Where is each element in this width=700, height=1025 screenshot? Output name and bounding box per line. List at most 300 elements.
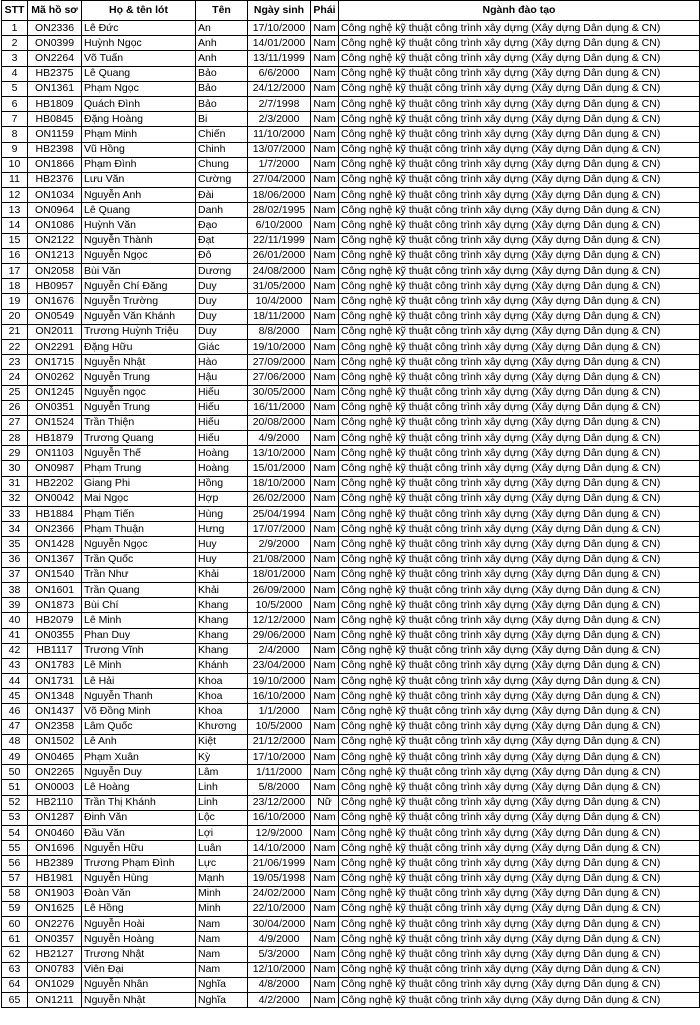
cell-ngay-sinh: 20/08/2000 [248,415,311,430]
cell-ten: Hoàng [196,461,248,476]
table-row [2,385,700,400]
cell-nganh-dao-tao: Công nghệ kỹ thuật công trình xây dựng (Xây dựng Dân dụng & CN) [339,658,700,673]
cell-ngay-sinh: 17/07/2000 [248,522,311,537]
cell-phai: Nam [311,400,339,415]
cell-stt: 23 [2,355,28,370]
cell-ho-ten-lot: Võ Đồng Minh [82,704,196,719]
cell-nganh-dao-tao: Công nghệ kỹ thuật công trình xây dựng (Xây dựng Dân dụng & CN) [339,279,700,294]
cell-nganh-dao-tao: Công nghệ kỹ thuật công trình xây dựng (Xây dựng Dân dụng & CN) [339,81,700,96]
cell-ho-ten-lot: Đinh Văn [82,810,196,825]
cell-nganh-dao-tao: Công nghệ kỹ thuật công trình xây dựng (Xây dựng Dân dụng & CN) [339,218,700,233]
cell-phai: Nam [311,977,339,992]
cell-stt: 58 [2,886,28,901]
cell-ngay-sinh: 4/8/2000 [248,977,311,992]
header-ngay-sinh: Ngày sinh [248,1,311,21]
cell-ma-ho-so: ON0465 [28,750,82,765]
table-row [2,704,700,719]
cell-phai: Nam [311,947,339,962]
table-row [2,324,700,339]
table-row [2,279,700,294]
cell-ma-ho-so: ON1866 [28,157,82,172]
cell-ma-ho-so: ON2366 [28,522,82,537]
cell-ten: Huy [196,537,248,552]
cell-stt: 64 [2,977,28,992]
table-row [2,491,700,506]
cell-stt: 20 [2,309,28,324]
table-row [2,172,700,187]
cell-stt: 24 [2,370,28,385]
cell-ho-ten-lot: Lâm Quốc [82,719,196,734]
table-row [2,294,700,309]
cell-ngay-sinh: 24/12/2000 [248,81,311,96]
cell-nganh-dao-tao: Công nghệ kỹ thuật công trình xây dựng (Xây dựng Dân dụng & CN) [339,674,700,689]
cell-stt: 29 [2,446,28,461]
cell-stt: 4 [2,66,28,81]
cell-nganh-dao-tao: Công nghệ kỹ thuật công trình xây dựng (Xây dựng Dân dụng & CN) [339,962,700,977]
cell-ho-ten-lot: Phạm Minh [82,127,196,142]
cell-phai: Nam [311,233,339,248]
table-row [2,188,700,203]
cell-ma-ho-so: ON0003 [28,780,82,795]
cell-nganh-dao-tao: Công nghệ kỹ thuật công trình xây dựng (Xây dựng Dân dụng & CN) [339,339,700,354]
cell-ten: Khánh [196,658,248,673]
cell-ho-ten-lot: Võ Tuấn [82,51,196,66]
cell-ngay-sinh: 23/12/2000 [248,795,311,810]
cell-ngay-sinh: 19/05/1998 [248,871,311,886]
cell-ma-ho-so: ON1676 [28,294,82,309]
cell-nganh-dao-tao: Công nghệ kỹ thuật công trình xây dựng (Xây dựng Dân dụng & CN) [339,886,700,901]
cell-phai: Nam [311,537,339,552]
cell-ten: Hiếu [196,385,248,400]
cell-phai: Nam [311,415,339,430]
cell-ngay-sinh: 18/10/2000 [248,476,311,491]
cell-ma-ho-so: ON0964 [28,203,82,218]
cell-ho-ten-lot: Nguyễn Văn Khánh [82,309,196,324]
cell-phai: Nam [311,339,339,354]
cell-nganh-dao-tao: Công nghệ kỹ thuật công trình xây dựng (Xây dựng Dân dụng & CN) [339,309,700,324]
cell-ho-ten-lot: Phạm Đình [82,157,196,172]
cell-ngay-sinh: 26/09/2000 [248,582,311,597]
cell-ten: Linh [196,795,248,810]
cell-ten: Đài [196,188,248,203]
cell-stt: 47 [2,719,28,734]
cell-nganh-dao-tao: Công nghệ kỹ thuật công trình xây dựng (Xây dựng Dân dụng & CN) [339,112,700,127]
cell-ho-ten-lot: Lê Hải [82,674,196,689]
cell-ngay-sinh: 27/04/2000 [248,172,311,187]
table-row [2,582,700,597]
table-row [2,96,700,111]
header-stt: STT [2,1,28,21]
cell-ngay-sinh: 18/06/2000 [248,188,311,203]
cell-stt: 52 [2,795,28,810]
cell-ten: Khương [196,719,248,734]
cell-nganh-dao-tao: Công nghệ kỹ thuật công trình xây dựng (Xây dựng Dân dụng & CN) [339,719,700,734]
table-row [2,567,700,582]
cell-nganh-dao-tao: Công nghệ kỹ thuật công trình xây dựng (Xây dựng Dân dụng & CN) [339,507,700,522]
cell-ho-ten-lot: Trần Quốc [82,552,196,567]
table-row [2,719,700,734]
cell-ten: An [196,21,248,36]
cell-stt: 5 [2,81,28,96]
table-row [2,355,700,370]
cell-ten: Lực [196,856,248,871]
cell-ten: Hùng [196,507,248,522]
cell-stt: 13 [2,203,28,218]
cell-nganh-dao-tao: Công nghệ kỹ thuật công trình xây dựng (Xây dựng Dân dụng & CN) [339,917,700,932]
cell-ma-ho-so: ON0357 [28,932,82,947]
cell-ngay-sinh: 1/11/2000 [248,765,311,780]
cell-ten: Khang [196,643,248,658]
cell-ho-ten-lot: Lê Quang [82,203,196,218]
cell-ma-ho-so: HB1884 [28,507,82,522]
cell-nganh-dao-tao: Công nghệ kỹ thuật công trình xây dựng (Xây dựng Dân dụng & CN) [339,993,700,1008]
cell-nganh-dao-tao: Công nghệ kỹ thuật công trình xây dựng (Xây dựng Dân dụng & CN) [339,203,700,218]
cell-ten: Khải [196,582,248,597]
cell-ten: Lộc [196,810,248,825]
cell-ten: Luân [196,841,248,856]
cell-ten: Giác [196,339,248,354]
cell-ho-ten-lot: Nguyễn Nhân [82,977,196,992]
cell-ho-ten-lot: Phan Duy [82,628,196,643]
cell-phai: Nam [311,157,339,172]
cell-nganh-dao-tao: Công nghệ kỹ thuật công trình xây dựng (Xây dựng Dân dụng & CN) [339,537,700,552]
cell-phai: Nam [311,248,339,263]
cell-ten: Chinh [196,142,248,157]
cell-stt: 15 [2,233,28,248]
cell-stt: 61 [2,932,28,947]
cell-nganh-dao-tao: Công nghệ kỹ thuật công trình xây dựng (Xây dựng Dân dụng & CN) [339,613,700,628]
cell-phai: Nam [311,188,339,203]
cell-phai: Nam [311,112,339,127]
cell-ma-ho-so: ON1361 [28,81,82,96]
cell-ngay-sinh: 31/05/2000 [248,279,311,294]
table-row [2,446,700,461]
cell-phai: Nam [311,643,339,658]
table-row [2,734,700,749]
cell-ngay-sinh: 6/10/2000 [248,218,311,233]
cell-ngay-sinh: 18/11/2000 [248,309,311,324]
cell-nganh-dao-tao: Công nghệ kỹ thuật công trình xây dựng (Xây dựng Dân dụng & CN) [339,264,700,279]
cell-stt: 7 [2,112,28,127]
cell-ma-ho-so: ON1783 [28,658,82,673]
cell-ngay-sinh: 29/06/2000 [248,628,311,643]
cell-ten: Lâm [196,765,248,780]
table-row [2,233,700,248]
cell-stt: 39 [2,598,28,613]
cell-nganh-dao-tao: Công nghệ kỹ thuật công trình xây dựng (Xây dựng Dân dụng & CN) [339,400,700,415]
cell-ngay-sinh: 14/10/2000 [248,841,311,856]
cell-ho-ten-lot: Trương Quang [82,431,196,446]
cell-nganh-dao-tao: Công nghệ kỹ thuật công trình xây dựng (Xây dựng Dân dụng & CN) [339,385,700,400]
cell-ngay-sinh: 16/10/2000 [248,689,311,704]
cell-phai: Nam [311,841,339,856]
cell-stt: 55 [2,841,28,856]
cell-ngay-sinh: 6/6/2000 [248,66,311,81]
cell-ten: Hiếu [196,431,248,446]
cell-ten: Khang [196,628,248,643]
cell-stt: 16 [2,248,28,263]
cell-phai: Nam [311,127,339,142]
cell-ngay-sinh: 19/10/2000 [248,339,311,354]
cell-nganh-dao-tao: Công nghệ kỹ thuật công trình xây dựng (Xây dựng Dân dụng & CN) [339,491,700,506]
cell-ten: Khải [196,567,248,582]
cell-nganh-dao-tao: Công nghệ kỹ thuật công trình xây dựng (Xây dựng Dân dụng & CN) [339,461,700,476]
cell-ma-ho-so: ON2276 [28,917,82,932]
cell-stt: 48 [2,734,28,749]
cell-ngay-sinh: 17/10/2000 [248,21,311,36]
cell-ma-ho-so: ON2264 [28,51,82,66]
cell-nganh-dao-tao: Công nghệ kỹ thuật công trình xây dựng (Xây dựng Dân dụng & CN) [339,431,700,446]
cell-ma-ho-so: ON1034 [28,188,82,203]
cell-phai: Nam [311,901,339,916]
cell-ten: Duy [196,279,248,294]
table-row [2,431,700,446]
cell-ngay-sinh: 12/9/2000 [248,825,311,840]
cell-stt: 26 [2,400,28,415]
cell-ho-ten-lot: Viên Đại [82,962,196,977]
table-row [2,507,700,522]
table-row [2,932,700,947]
table-row [2,780,700,795]
cell-stt: 59 [2,901,28,916]
table-row [2,689,700,704]
cell-ho-ten-lot: Mai Ngọc [82,491,196,506]
table-row [2,248,700,263]
cell-nganh-dao-tao: Công nghệ kỹ thuật công trình xây dựng (Xây dựng Dân dụng & CN) [339,188,700,203]
cell-ten: Nam [196,932,248,947]
cell-ho-ten-lot: Quách Đình [82,96,196,111]
cell-ten: Chiến [196,127,248,142]
cell-ho-ten-lot: Nguyễn Nhật [82,993,196,1008]
cell-ma-ho-so: ON1029 [28,977,82,992]
cell-stt: 44 [2,674,28,689]
cell-ho-ten-lot: Lê Minh [82,658,196,673]
cell-ten: Bảo [196,96,248,111]
cell-stt: 41 [2,628,28,643]
cell-phai: Nam [311,21,339,36]
cell-phai: Nam [311,370,339,385]
cell-nganh-dao-tao: Công nghệ kỹ thuật công trình xây dựng (Xây dựng Dân dụng & CN) [339,96,700,111]
cell-nganh-dao-tao: Công nghệ kỹ thuật công trình xây dựng (Xây dựng Dân dụng & CN) [339,172,700,187]
cell-ten: Khang [196,598,248,613]
cell-ma-ho-so: ON1715 [28,355,82,370]
cell-ma-ho-so: ON1437 [28,704,82,719]
cell-nganh-dao-tao: Công nghệ kỹ thuật công trình xây dựng (Xây dựng Dân dụng & CN) [339,810,700,825]
cell-ten: Hưng [196,522,248,537]
cell-ma-ho-so: ON2291 [28,339,82,354]
table-row [2,461,700,476]
cell-ho-ten-lot: Trương Huỳnh Triệu [82,324,196,339]
cell-ngay-sinh: 10/5/2000 [248,598,311,613]
cell-nganh-dao-tao: Công nghệ kỹ thuật công trình xây dựng (Xây dựng Dân dụng & CN) [339,841,700,856]
cell-stt: 12 [2,188,28,203]
cell-stt: 8 [2,127,28,142]
cell-ten: Đô [196,248,248,263]
cell-ho-ten-lot: Trần Thiện [82,415,196,430]
cell-stt: 22 [2,339,28,354]
table-row [2,825,700,840]
cell-stt: 1 [2,21,28,36]
cell-stt: 6 [2,96,28,111]
cell-ho-ten-lot: Lê Quang [82,66,196,81]
table-row [2,370,700,385]
table-row [2,947,700,962]
cell-ngay-sinh: 4/9/2000 [248,932,311,947]
cell-ma-ho-so: ON0262 [28,370,82,385]
cell-phai: Nam [311,218,339,233]
cell-ten: Bảo [196,66,248,81]
cell-ngay-sinh: 10/4/2000 [248,294,311,309]
cell-nganh-dao-tao: Công nghệ kỹ thuật công trình xây dựng (Xây dựng Dân dụng & CN) [339,36,700,51]
cell-ho-ten-lot: Lê Anh [82,734,196,749]
cell-phai: Nam [311,385,339,400]
cell-ten: Danh [196,203,248,218]
cell-nganh-dao-tao: Công nghệ kỹ thuật công trình xây dựng (Xây dựng Dân dụng & CN) [339,248,700,263]
cell-phai: Nam [311,309,339,324]
cell-ngay-sinh: 24/08/2000 [248,264,311,279]
cell-ho-ten-lot: Giang Phi [82,476,196,491]
table-row [2,841,700,856]
table-row [2,339,700,354]
cell-nganh-dao-tao: Công nghệ kỹ thuật công trình xây dựng (Xây dựng Dân dụng & CN) [339,142,700,157]
cell-ten: Đạt [196,233,248,248]
cell-ten: Đạo [196,218,248,233]
cell-phai: Nam [311,932,339,947]
cell-stt: 37 [2,567,28,582]
cell-ten: Cường [196,172,248,187]
cell-nganh-dao-tao: Công nghệ kỹ thuật công trình xây dựng (Xây dựng Dân dụng & CN) [339,355,700,370]
cell-ngay-sinh: 2/4/2000 [248,643,311,658]
table-row [2,203,700,218]
cell-ngay-sinh: 17/10/2000 [248,750,311,765]
cell-ma-ho-so: ON0460 [28,825,82,840]
table-row [2,856,700,871]
cell-ma-ho-so: ON1903 [28,886,82,901]
table-row [2,218,700,233]
cell-ten: Khoa [196,689,248,704]
cell-phai: Nam [311,750,339,765]
cell-phai: Nam [311,598,339,613]
cell-ho-ten-lot: Nguyễn Chí Đăng [82,279,196,294]
cell-nganh-dao-tao: Công nghệ kỹ thuật công trình xây dựng (Xây dựng Dân dụng & CN) [339,446,700,461]
cell-ho-ten-lot: Trương Nhật [82,947,196,962]
cell-ten: Chung [196,157,248,172]
table-row [2,552,700,567]
cell-ho-ten-lot: Phạm Xuân [82,750,196,765]
cell-nganh-dao-tao: Công nghệ kỹ thuật công trình xây dựng (Xây dựng Dân dụng & CN) [339,643,700,658]
cell-ho-ten-lot: Lê Đức [82,21,196,36]
cell-phai: Nam [311,825,339,840]
cell-stt: 14 [2,218,28,233]
cell-ma-ho-so: ON1502 [28,734,82,749]
cell-ngay-sinh: 30/05/2000 [248,385,311,400]
cell-ho-ten-lot: Nguyễn Hoài [82,917,196,932]
cell-ngay-sinh: 11/10/2000 [248,127,311,142]
cell-ten: Anh [196,51,248,66]
cell-phai: Nam [311,446,339,461]
cell-nganh-dao-tao: Công nghệ kỹ thuật công trình xây dựng (Xây dựng Dân dụng & CN) [339,734,700,749]
cell-stt: 21 [2,324,28,339]
cell-stt: 49 [2,750,28,765]
table-row [2,674,700,689]
table-row [2,21,700,36]
cell-ma-ho-so: ON2265 [28,765,82,780]
header-nganh-dao-tao: Ngành đào tạo [339,1,700,21]
cell-nganh-dao-tao: Công nghệ kỹ thuật công trình xây dựng (Xây dựng Dân dụng & CN) [339,51,700,66]
cell-ten: Nam [196,947,248,962]
cell-nganh-dao-tao: Công nghệ kỹ thuật công trình xây dựng (Xây dựng Dân dụng & CN) [339,233,700,248]
cell-ho-ten-lot: Nguyễn Thành [82,233,196,248]
cell-phai: Nam [311,431,339,446]
cell-ho-ten-lot: Phạm Trung [82,461,196,476]
cell-nganh-dao-tao: Công nghệ kỹ thuật công trình xây dựng (Xây dựng Dân dụng & CN) [339,871,700,886]
cell-nganh-dao-tao: Công nghệ kỹ thuật công trình xây dựng (Xây dựng Dân dụng & CN) [339,932,700,947]
cell-ten: Khoa [196,674,248,689]
cell-ho-ten-lot: Phạm Tiến [82,507,196,522]
cell-nganh-dao-tao: Công nghệ kỹ thuật công trình xây dựng (Xây dựng Dân dụng & CN) [339,947,700,962]
cell-ngay-sinh: 2/9/2000 [248,537,311,552]
cell-stt: 9 [2,142,28,157]
cell-nganh-dao-tao: Công nghệ kỹ thuật công trình xây dựng (Xây dựng Dân dụng & CN) [339,370,700,385]
cell-nganh-dao-tao: Công nghệ kỹ thuật công trình xây dựng (Xây dựng Dân dụng & CN) [339,415,700,430]
cell-ho-ten-lot: Nguyễn ngọc [82,385,196,400]
cell-nganh-dao-tao: Công nghệ kỹ thuật công trình xây dựng (Xây dựng Dân dụng & CN) [339,21,700,36]
table-row [2,415,700,430]
table-row [2,993,700,1008]
table-row [2,643,700,658]
cell-ngay-sinh: 19/10/2000 [248,674,311,689]
cell-stt: 10 [2,157,28,172]
cell-ngay-sinh: 13/07/2000 [248,142,311,157]
cell-stt: 65 [2,993,28,1008]
cell-ngay-sinh: 1/1/2000 [248,704,311,719]
cell-phai: Nam [311,81,339,96]
cell-phai: Nam [311,522,339,537]
cell-ten: Nam [196,917,248,932]
table-row [2,765,700,780]
cell-stt: 51 [2,780,28,795]
cell-phai: Nam [311,461,339,476]
cell-stt: 50 [2,765,28,780]
cell-stt: 3 [2,51,28,66]
table-row [2,962,700,977]
cell-ngay-sinh: 30/04/2000 [248,917,311,932]
cell-ho-ten-lot: Vũ Hồng [82,142,196,157]
cell-stt: 43 [2,658,28,673]
cell-nganh-dao-tao: Công nghệ kỹ thuật công trình xây dựng (Xây dựng Dân dụng & CN) [339,294,700,309]
cell-ma-ho-so: ON0987 [28,461,82,476]
cell-ho-ten-lot: Đoàn Văn [82,886,196,901]
cell-ten: Duy [196,324,248,339]
cell-ma-ho-so: ON1103 [28,446,82,461]
cell-ho-ten-lot: Nguyễn Ngọc [82,248,196,263]
cell-ten: Hiếu [196,400,248,415]
table-row [2,977,700,992]
table-row [2,112,700,127]
cell-ho-ten-lot: Trần Như [82,567,196,582]
cell-ten: Duy [196,309,248,324]
cell-ngay-sinh: 27/09/2000 [248,355,311,370]
cell-ho-ten-lot: Trần Quang [82,582,196,597]
cell-ho-ten-lot: Nguyễn Trung [82,400,196,415]
cell-ten: Nam [196,962,248,977]
cell-ngay-sinh: 13/11/1999 [248,51,311,66]
cell-nganh-dao-tao: Công nghệ kỹ thuật công trình xây dựng (Xây dựng Dân dụng & CN) [339,704,700,719]
cell-nganh-dao-tao: Công nghệ kỹ thuật công trình xây dựng (Xây dựng Dân dụng & CN) [339,552,700,567]
cell-stt: 33 [2,507,28,522]
cell-nganh-dao-tao: Công nghệ kỹ thuật công trình xây dựng (Xây dựng Dân dụng & CN) [339,750,700,765]
cell-ngay-sinh: 21/06/1999 [248,856,311,871]
